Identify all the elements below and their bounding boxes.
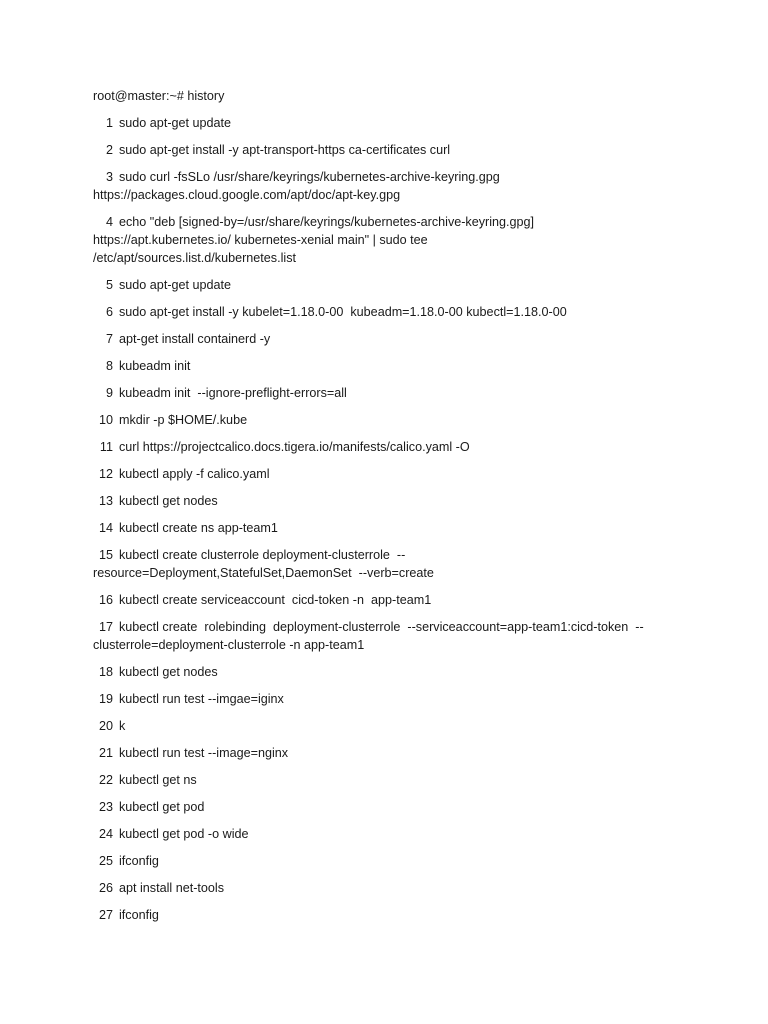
history-entry-number: 15 (98, 548, 113, 562)
history-entry-number: 11 (99, 440, 113, 454)
history-entry-command: sudo apt-get install -y apt-transport-https ca-certificates curl (119, 143, 451, 157)
history-entry-command: kubectl create serviceaccount cicd-token -n app-team1 (119, 593, 432, 607)
history-entry-command: sudo apt-get update (119, 278, 232, 292)
history-entry (93, 663, 683, 681)
history-list (93, 114, 683, 924)
history-entry (93, 591, 683, 609)
history-entry-number: 25 (98, 854, 113, 868)
history-entry-number: 19 (98, 692, 113, 706)
history-entry (93, 690, 683, 708)
history-entry-continuation: https://packages.cloud.google.com/apt/doc/apt-key.gpg (93, 188, 401, 202)
history-entry-number: 4 (105, 215, 113, 229)
history-entry-number: 17 (98, 620, 113, 634)
history-entry-command: kubectl create rolebinding deployment-clusterrole --serviceaccount=app-team1:cicd-token -- (119, 620, 644, 634)
history-entry-number: 7 (105, 332, 113, 346)
history-entry-command: kubectl get nodes (119, 665, 218, 679)
history-entry-number: 18 (98, 665, 113, 679)
history-entry-number: 23 (98, 800, 113, 814)
history-entry-number: 14 (98, 521, 113, 535)
document-page (93, 87, 683, 933)
history-entry (93, 276, 683, 294)
history-entry (93, 906, 683, 924)
history-entry-number: 21 (98, 746, 113, 760)
history-entry (93, 141, 683, 159)
history-entry (93, 825, 683, 843)
history-entry-command: sudo apt-get install -y kubelet=1.18.0-00 kubeadm=1.18.0-00 kubectl=1.18.0-00 (119, 305, 567, 319)
history-entry-command: ifconfig (119, 908, 159, 922)
history-entry-command: ifconfig (119, 854, 159, 868)
history-entry (93, 330, 683, 348)
history-entry (93, 465, 683, 483)
history-entry (93, 357, 683, 375)
history-entry-number: 5 (105, 278, 113, 292)
history-entry-number: 10 (98, 413, 113, 427)
history-entry-command: sudo curl -fsSLo /usr/share/keyrings/kubernetes-archive-keyring.gpg (119, 170, 500, 184)
history-entry-command: kubectl get pod -o wide (119, 827, 249, 841)
history-entry-continuation: /etc/apt/sources.list.d/kubernetes.list (93, 251, 296, 265)
history-entry-command: kubectl get pod (119, 800, 205, 814)
history-entry-number: 8 (105, 359, 113, 373)
history-entry-number: 22 (98, 773, 113, 787)
history-entry-number: 20 (98, 719, 113, 733)
history-entry (93, 546, 683, 582)
history-entry (93, 771, 683, 789)
history-entry-command: kubectl create clusterrole deployment-clusterrole -- (119, 548, 406, 562)
history-entry (93, 879, 683, 897)
shell-prompt-line: root@master:~# history (93, 89, 225, 103)
history-entry (93, 303, 683, 321)
history-entry-command: kubectl run test --imgae=iginx (119, 692, 284, 706)
history-entry (93, 744, 683, 762)
history-entry-number: 27 (98, 908, 113, 922)
history-entry-command: kubeadm init --ignore-preflight-errors=all (119, 386, 347, 400)
history-entry-command: echo "deb [signed-by=/usr/share/keyrings/kubernetes-archive-keyring.gpg] (119, 215, 535, 229)
history-entry-continuation: resource=Deployment,StatefulSet,DaemonSet --verb=create (93, 566, 434, 580)
history-entry (93, 798, 683, 816)
history-entry-continuation: clusterrole=deployment-clusterrole -n app-team1 (93, 638, 365, 652)
history-entry-command: apt install net-tools (119, 881, 225, 895)
history-entry-command: k (119, 719, 126, 733)
history-entry (93, 384, 683, 402)
history-entry-command: kubectl get ns (119, 773, 197, 787)
history-entry-number: 6 (105, 305, 113, 319)
history-entry (93, 438, 683, 456)
history-entry (93, 168, 683, 204)
history-entry (93, 213, 683, 267)
history-entry-command: mkdir -p $HOME/.kube (119, 413, 248, 427)
history-entry-number: 1 (105, 116, 113, 130)
history-entry-command: kubeadm init (119, 359, 191, 373)
history-entry-number: 2 (105, 143, 113, 157)
history-entry (93, 492, 683, 510)
history-entry-command: curl https://projectcalico.docs.tigera.io/manifests/calico.yaml -O (119, 440, 470, 454)
history-entry (93, 717, 683, 735)
history-entry (93, 618, 683, 654)
history-entry-number: 12 (98, 467, 113, 481)
history-entry-number: 24 (98, 827, 113, 841)
history-entry-number: 13 (98, 494, 113, 508)
history-entry-command: kubectl run test --image=nginx (119, 746, 289, 760)
history-entry (93, 519, 683, 537)
history-entry-number: 26 (98, 881, 113, 895)
history-entry (93, 411, 683, 429)
history-entry-number: 16 (98, 593, 113, 607)
history-entry-number: 9 (105, 386, 113, 400)
history-entry-command: kubectl get nodes (119, 494, 218, 508)
history-entry (93, 114, 683, 132)
history-entry-command: kubectl create ns app-team1 (119, 521, 278, 535)
history-entry (93, 852, 683, 870)
history-entry-command: sudo apt-get update (119, 116, 232, 130)
history-entry-number: 3 (105, 170, 113, 184)
history-entry-continuation: https://apt.kubernetes.io/ kubernetes-xenial main" | sudo tee (93, 233, 428, 247)
history-entry-command: kubectl apply -f calico.yaml (119, 467, 270, 481)
history-entry-command: apt-get install containerd -y (119, 332, 271, 346)
